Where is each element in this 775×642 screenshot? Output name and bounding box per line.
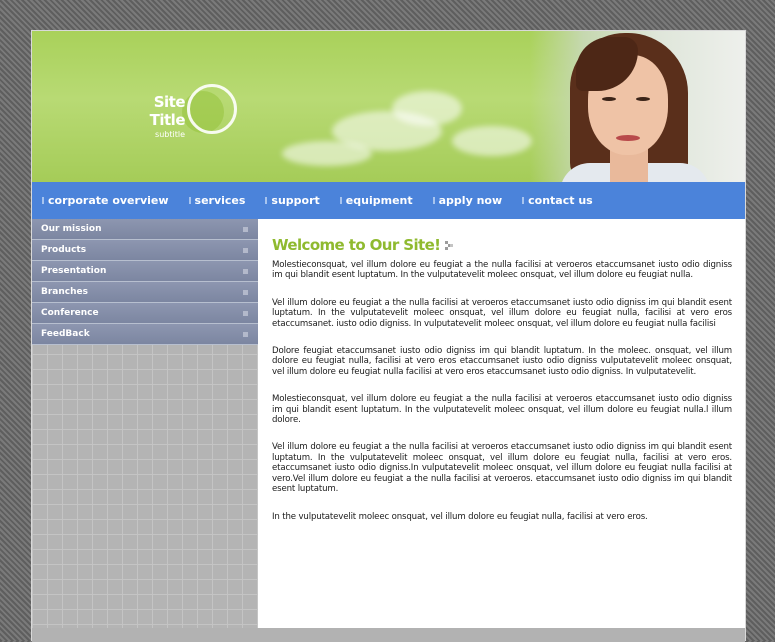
sidebar-item-label: Our mission [41,224,102,234]
nav-label: support [271,194,320,207]
square-icon [243,290,248,295]
header-photo [530,31,745,182]
sidebar-item-branches[interactable] [32,282,258,303]
bar-bullet-icon [433,197,435,204]
cloud-decoration [392,91,462,126]
sidebar [32,219,258,628]
page-container [31,30,746,641]
square-icon [243,269,248,274]
logo-ring-icon [187,84,237,134]
main-content [272,236,732,539]
body-paragraph: In the vulputatevelit moleec onsquat, vel illum dolore eu feugiat nulla, facilisi at vero eros. [272,511,648,522]
sidebar-item-label: FeedBack [41,329,90,339]
square-icon [243,227,248,232]
photo-eye [636,97,650,101]
cloud-decoration [452,126,532,156]
nav-equipment[interactable] [340,194,413,207]
body-paragraph: Vel illum dolore eu feugiat a the nulla facilisi at veroeros etaccumsanet iusto odio digniss im qui blandit esent luptatum. In the vulputatevelit moleec onsquat, vel illum dolore eu feugiat nulla, facilisi at vero eros etaccumsanet. iusto odio digniss. In vulputatevelit moleec onsquat, vel illum dolore eu feugiat nulla facilisi [272,297,732,329]
sidebar-item-label: Presentation [41,266,107,276]
bar-bullet-icon [340,197,342,204]
square-icon [243,248,248,253]
header-banner [32,31,745,182]
bar-bullet-icon [265,197,267,204]
nav-label: equipment [345,194,413,207]
photo-lips [616,135,640,141]
sidebar-item-products[interactable] [32,240,258,261]
nav-label: corporate overview [48,194,169,207]
site-title: Site Title [149,93,185,129]
welcome-header [272,236,732,254]
sidebar-item-label: Branches [41,287,88,297]
body-paragraph: Dolore feugiat etaccumsanet iusto odio digniss im qui blandit luptatum. In the moleec. onsquat, vel illum dolore eu feugiat nulla, facilisi at vero eros etaccumsanet iusto odio digniss vulputatevelit moleec onsquat, vel illum dolore eu feugiat nulla facilisi at vero eros etaccumsanet iusto odio digniss. In vulputatevelit. [272,346,732,377]
bar-bullet-icon [522,197,524,204]
nav-corporate-overview[interactable] [42,194,169,207]
square-icon [243,311,248,316]
nav-support[interactable] [265,194,319,207]
nav-contact-us[interactable] [522,194,593,207]
sidebar-item-label: Products [41,245,87,255]
footer-bar [32,628,745,642]
sidebar-item-label: Conference [41,308,99,318]
nav-label: apply now [438,194,503,207]
page-title: Welcome to Our Site! [272,236,441,254]
site-subtitle: subtitle [155,130,185,139]
nav-label: contact us [528,194,593,207]
site-logo[interactable] [115,93,185,139]
body-paragraph: Vel illum dolore eu feugiat a the nulla facilisi at veroeros etaccumsanet iusto odio digniss im qui blandit esent luptatum. In the vulputatevelit moleec onsquat, vel illum dolore eu feugiat nulla, facilisi at vero eros. etaccumsanet iusto odio digniss.In vulputatevelit moleec onsquat, vel illum dolore eu feugiat nulla facilisi at vero.Vel illum dolore eu feugiat a the nulla facilisi at veroeros. etaccumsanet iusto odio digniss im qui blandit esent luptatum. [272,442,732,495]
sidebar-item-presentation[interactable] [32,261,258,282]
sidebar-item-our-mission[interactable] [32,219,258,240]
body-paragraph: Molestieconsquat, vel illum dolore eu feugiat a the nulla facilisi at veroeros etaccumsanet iusto odio digniss im qui blandit esent luptatum. In the vulputatevelit moleec onsquat, vel illum dolore eu feugiat nulla.l illum dolore. [272,394,732,426]
bar-bullet-icon [189,197,191,204]
main-nav [32,182,745,219]
bar-bullet-icon [42,197,44,204]
body-paragraph: Molestieconsquat, vel illum dolore eu feugiat a the nulla facilisi at veroeros etaccumsanet iusto odio digniss im qui blandit esent luptatum. In the vulputatevelit moleec onsquat, vel illum dolore eu feugiat nulla. [272,260,732,281]
nav-label: services [194,194,246,207]
photo-eye [602,97,616,101]
cloud-decoration [282,141,372,166]
sidebar-item-feedback[interactable] [32,324,258,345]
nav-services[interactable] [189,194,246,207]
pixel-arrow-icon [445,241,453,249]
nav-apply-now[interactable] [433,194,503,207]
square-icon [243,332,248,337]
sidebar-item-conference[interactable] [32,303,258,324]
